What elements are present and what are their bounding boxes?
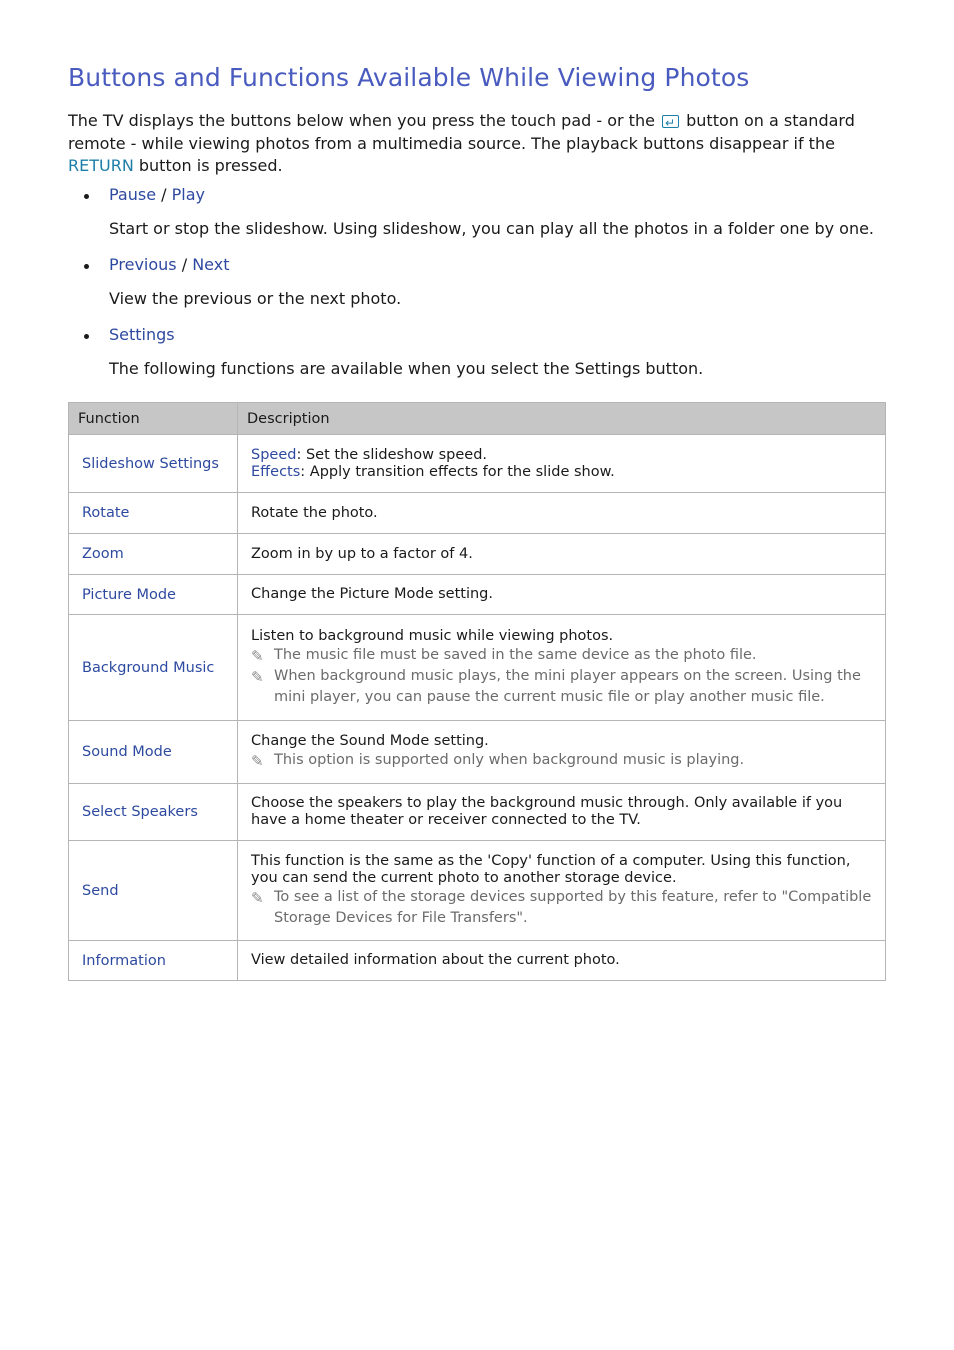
page-title: Buttons and Functions Available While Viewing Photos [68,63,750,92]
bullet-title [109,255,229,274]
pause-keyword: Pause [109,185,157,204]
table-row [69,784,886,841]
effects-keyword: Effects [251,463,301,480]
intro-paragraph [68,110,868,178]
bullet-description: Start or stop the slideshow. Using slideshow, you can play all the photos in a folder one by one. [109,219,875,238]
note-text: The music file must be saved in the same device as the photo file. [274,646,757,663]
function-description [238,841,886,941]
description-text: Listen to background music while viewing photos. [251,627,614,644]
function-name: Information [69,941,238,981]
description-line [251,447,873,464]
enter-button-icon [662,115,679,128]
bullet-description: View the previous or the next photo. [109,289,402,308]
pencil-note-icon: ✎ [251,646,264,665]
table-row [69,941,886,981]
column-header-function: Function [69,403,238,435]
function-description [238,615,886,721]
note-text: This option is supported only when background music is playing. [274,752,745,768]
note-text: To see a list of the storage devices supported by this feature, refer to "Compatible Storage Devices for File Transfers". [274,888,872,926]
intro-text-1: The TV displays the buttons below when you press the touch pad - or the [68,111,661,130]
next-keyword: Next [192,255,230,274]
bullet-dot [84,334,89,339]
function-name: Slideshow Settings [69,435,238,493]
function-description: View detailed information about the current photo. [238,941,886,981]
bullet-description: The following functions are available when you select the Settings button. [109,359,704,378]
speed-keyword: Speed [251,446,297,463]
note-text: When background music plays, the mini player appears on the screen. Using the mini player, you can pause the current music file or play another music file. [274,667,861,705]
description-line [251,464,873,481]
functions-table [68,402,886,981]
function-name: Background Music [69,615,238,721]
bullet-dot [84,194,89,199]
function-description [238,721,886,784]
table-row [69,721,886,784]
table-header-row [69,403,886,435]
note [251,645,873,666]
function-name: Send [69,841,238,941]
bullet-title [109,325,175,344]
function-name: Sound Mode [69,721,238,784]
description-text: : Apply transition effects for the slide show. [300,463,615,480]
previous-keyword: Previous [109,255,177,274]
table-row [69,841,886,941]
intro-text-3: button is pressed. [133,156,283,175]
pencil-note-icon: ✎ [251,888,264,907]
note [251,666,873,708]
table-row [69,615,886,721]
note [251,887,873,929]
separator: / [156,185,172,204]
pencil-note-icon: ✎ [251,667,264,686]
function-name: Rotate [69,493,238,534]
description-text: : Set the slideshow speed. [296,446,488,463]
pencil-note-icon: ✎ [251,752,264,770]
function-description: Change the Picture Mode setting. [238,575,886,615]
function-description: Zoom in by up to a factor of 4. [238,534,886,575]
function-name: Select Speakers [69,784,238,841]
column-header-description: Description [238,403,886,435]
play-keyword: Play [171,185,205,204]
function-description: Rotate the photo. [238,493,886,534]
settings-keyword: Settings [109,325,175,344]
return-keyword: RETURN [68,156,134,175]
function-description: Choose the speakers to play the background music through. Only available if you have a home theater or receiver connected to the TV. [238,784,886,841]
table-row [69,575,886,615]
description-text: Change the Sound Mode setting. [251,733,489,749]
note [251,750,873,771]
bullet-dot [84,264,89,269]
table-row [69,493,886,534]
function-name: Picture Mode [69,575,238,615]
function-name: Zoom [69,534,238,575]
table-row [69,435,886,493]
function-description [238,435,886,493]
intro-text-2: button on a standard remote - while viewing photos from a multimedia source. The playback buttons disappear if the [68,111,855,153]
description-text: This function is the same as the 'Copy' function of a computer. Using this function, you can send the current photo to another storage device. [251,852,851,886]
table-row [69,534,886,575]
separator: / [176,255,193,274]
bullet-title [109,185,205,204]
